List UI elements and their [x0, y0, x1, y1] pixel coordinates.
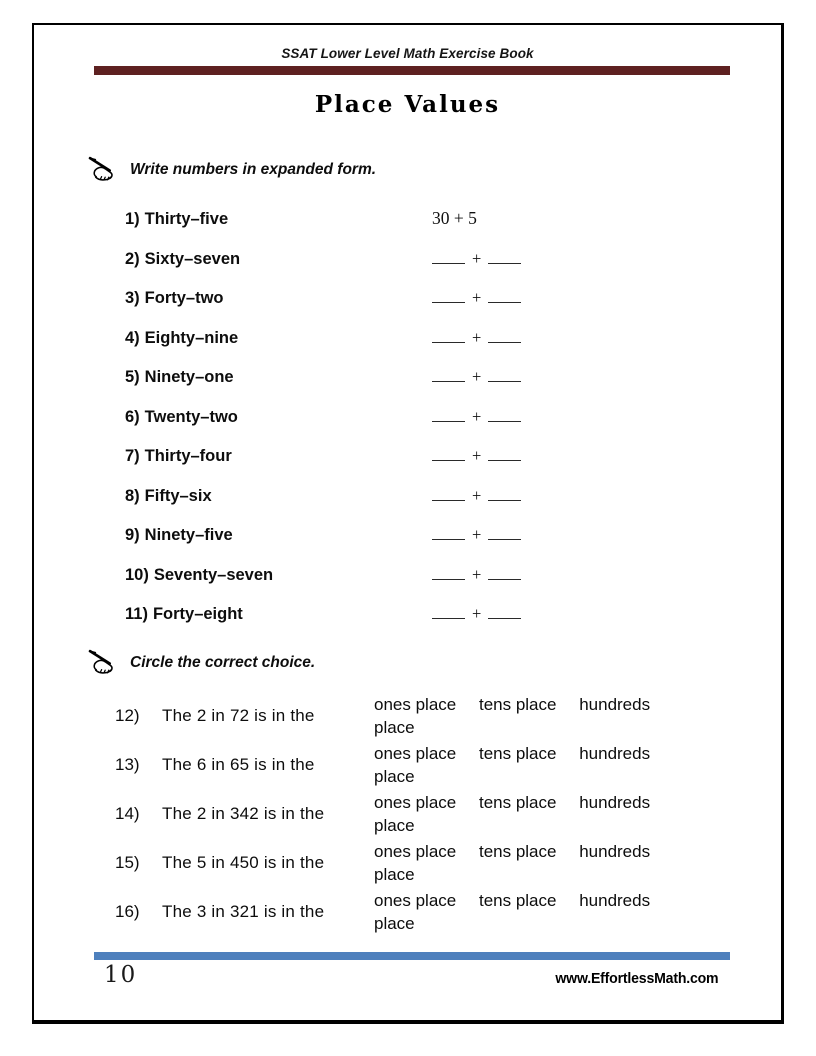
answer-blanks: [432, 327, 521, 348]
answer-blank-line: [488, 408, 521, 422]
question-text: The 5 in 450 is in the: [162, 853, 325, 872]
choice-options: [374, 742, 669, 788]
answer-blank-line: [488, 566, 521, 580]
website-url: www.EffortlessMath.com: [554, 970, 718, 987]
item-number: 6): [125, 407, 140, 426]
list-item: [125, 368, 735, 408]
list-item: [125, 447, 735, 487]
item-word: Forty–eight: [152, 605, 243, 623]
answer-blanks: [432, 366, 521, 387]
answer-blanks: [432, 287, 521, 308]
answer-blank-line: [488, 250, 521, 264]
plus-sign: +: [472, 248, 482, 268]
answer-blank-line: [432, 605, 465, 619]
section1-instruction: [88, 155, 376, 184]
item-number: 4): [125, 328, 140, 347]
choice-tens-place: tens place: [478, 842, 557, 861]
choice-tens-place: tens place: [478, 695, 557, 714]
answer-blank-line: [488, 526, 521, 540]
item-number: 7): [125, 447, 140, 465]
header-divider-bar: [94, 66, 730, 75]
answer-blank-line: [432, 289, 465, 303]
list-item: [125, 289, 735, 329]
answer-blank-line: [432, 487, 465, 501]
choice-hundreds-place: hundreds place: [374, 842, 651, 884]
page-border: [32, 23, 784, 1024]
item-number: 16): [115, 902, 140, 921]
item-word: Fifty–six: [144, 486, 212, 505]
item-word: Ninety–one: [144, 368, 234, 386]
answer-blanks: [432, 445, 521, 466]
item-answer: [432, 208, 477, 229]
question-text: The 2 in 72 is in the: [162, 706, 315, 725]
item-number: 13): [115, 755, 140, 774]
list-item: [125, 408, 735, 448]
choice-tens-place: tens place: [478, 793, 557, 812]
expanded-form-list: [125, 210, 735, 645]
page-title: Place Values: [314, 91, 501, 118]
answer-blanks: [432, 248, 521, 269]
item-number: 5): [125, 368, 140, 386]
choice-options: [374, 791, 669, 837]
answer-text: 30 + 5: [432, 208, 477, 228]
choice-row: [115, 840, 740, 886]
plus-sign: +: [472, 406, 482, 426]
list-item: [125, 566, 735, 606]
answer-blank-line: [432, 447, 465, 461]
book-title: SSAT Lower Level Math Exercise Book: [281, 46, 534, 61]
writing-hand-icon: [88, 155, 121, 184]
answer-blank-line: [432, 566, 465, 580]
choice-options: [374, 889, 669, 935]
item-word: Ninety–five: [144, 526, 233, 544]
list-item: [125, 605, 735, 645]
list-item: [125, 250, 735, 290]
plus-sign: +: [472, 367, 482, 386]
question-text: The 6 in 65 is in the: [162, 755, 315, 774]
list-item: [125, 329, 735, 369]
choice-tens-place: tens place: [478, 891, 557, 910]
choice-hundreds-place: hundreds place: [374, 695, 651, 737]
item-number: 12): [115, 706, 140, 725]
answer-blank-line: [488, 447, 521, 461]
question-text: The 3 in 321 is in the: [162, 902, 325, 921]
item-word: Thirty–five: [144, 210, 229, 228]
answer-blank-line: [432, 408, 465, 422]
answer-blanks: [432, 524, 521, 545]
item-word: Sixty–seven: [144, 249, 241, 268]
list-item: [125, 526, 735, 566]
item-word: Seventy–seven: [153, 565, 274, 584]
choice-tens-place: tens place: [478, 744, 557, 763]
section2-instruction: [88, 648, 315, 677]
choice-options: [374, 840, 669, 886]
item-word: Thirty–four: [144, 447, 232, 465]
item-number: 3): [125, 289, 140, 307]
plus-sign: +: [472, 604, 482, 623]
item-number: 8): [125, 486, 140, 505]
choice-ones-place: ones place: [374, 842, 457, 861]
item-number: 2): [125, 249, 140, 268]
plus-sign: +: [472, 288, 482, 307]
section1-instruction-text: Write numbers in expanded form.: [130, 160, 377, 178]
choice-ones-place: ones place: [374, 744, 457, 763]
answer-blank-line: [488, 329, 521, 343]
plus-sign: +: [472, 525, 482, 544]
plus-sign: +: [472, 446, 482, 465]
item-number: 15): [115, 853, 140, 872]
choice-ones-place: ones place: [374, 891, 457, 910]
choice-hundreds-place: hundreds place: [374, 744, 651, 786]
answer-blank-line: [488, 289, 521, 303]
plus-sign: +: [472, 327, 482, 347]
item-number: 1): [125, 210, 140, 228]
writing-hand-icon: [88, 648, 121, 677]
answer-blank-line: [432, 526, 465, 540]
answer-blanks: [432, 603, 521, 624]
page-number: 10: [104, 962, 138, 988]
item-number: 14): [115, 804, 140, 823]
answer-blank-line: [488, 605, 521, 619]
choice-options: [374, 693, 669, 739]
answer-blanks: [432, 564, 521, 585]
item-word: Forty–two: [144, 289, 224, 307]
footer-divider-bar: [94, 952, 730, 960]
answer-blank-line: [432, 368, 465, 382]
choice-ones-place: ones place: [374, 793, 457, 812]
choice-hundreds-place: hundreds place: [374, 891, 651, 933]
list-item: [125, 210, 735, 250]
answer-blank-line: [432, 250, 465, 264]
choice-list: [115, 693, 740, 938]
choice-row: [115, 791, 740, 837]
answer-blank-line: [488, 487, 521, 501]
choice-ones-place: ones place: [374, 695, 457, 714]
item-number: 10): [125, 565, 149, 584]
answer-blank-line: [488, 368, 521, 382]
choice-hundreds-place: hundreds place: [374, 793, 651, 835]
list-item: [125, 487, 735, 527]
choice-row: [115, 889, 740, 935]
item-word: Eighty–nine: [144, 328, 239, 347]
answer-blank-line: [432, 329, 465, 343]
plus-sign: +: [472, 485, 482, 505]
choice-row: [115, 742, 740, 788]
answer-blanks: [432, 406, 521, 427]
question-text: The 2 in 342 is in the: [162, 804, 325, 823]
answer-blanks: [432, 485, 521, 506]
section2-instruction-text: Circle the correct choice.: [130, 653, 316, 671]
choice-row: [115, 693, 740, 739]
plus-sign: +: [472, 564, 482, 584]
item-word: Twenty–two: [144, 407, 238, 426]
item-number: 11): [125, 605, 148, 623]
item-number: 9): [125, 526, 140, 544]
